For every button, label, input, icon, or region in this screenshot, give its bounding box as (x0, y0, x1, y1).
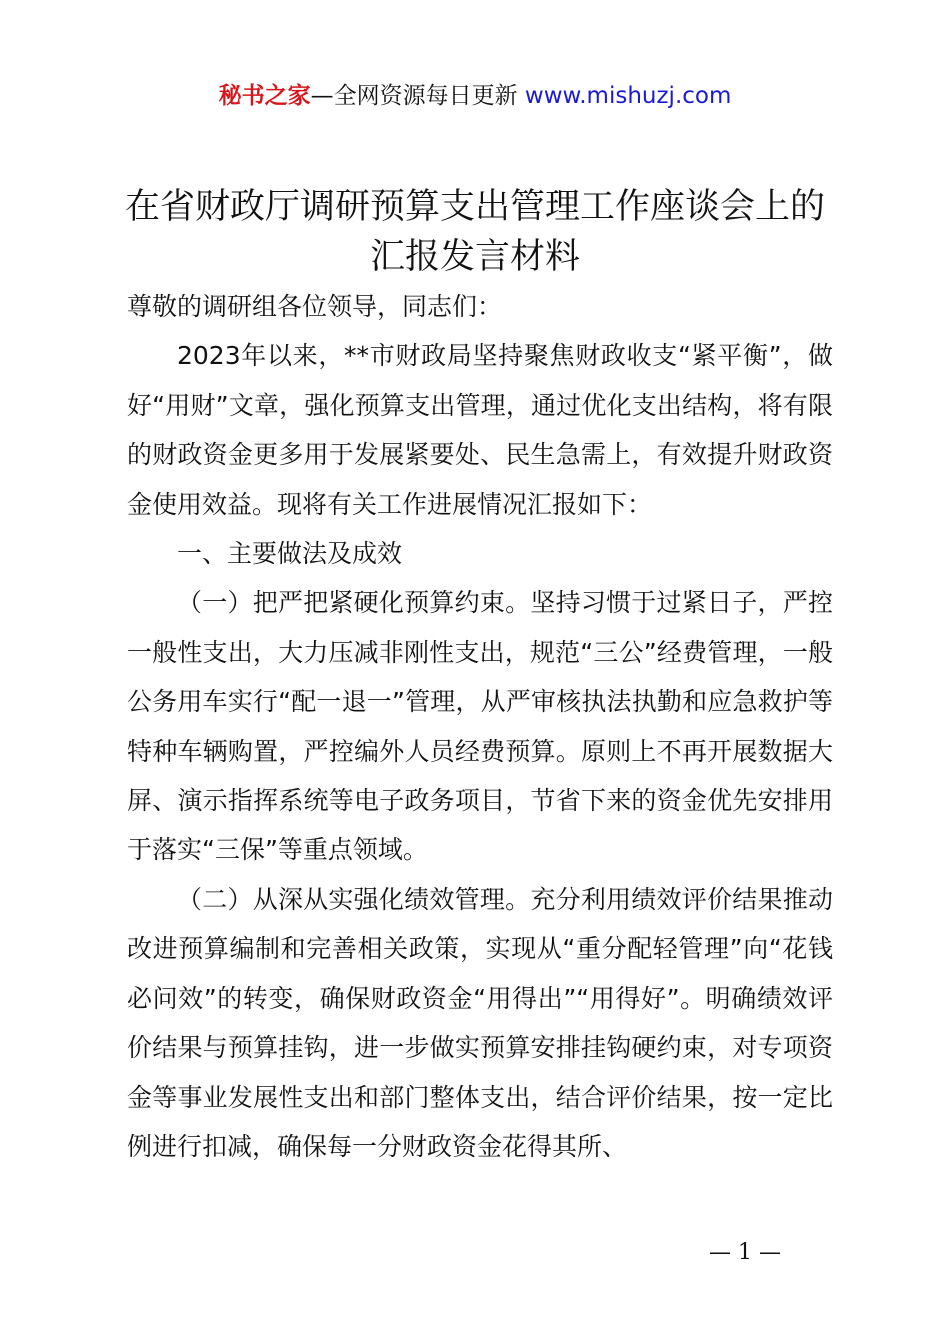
paragraph-subsection-1: （一）把严把紧硬化预算约束。坚持习惯于过紧日子，严控一般性支出，大力压减非刚性支出，规范“三公”经费管理，一般公务用车实行“配一退一”管理，从严审核执法执勤和应急救护等特种车辆购置，严控编外人员经费预算。原则上不再开展数据大屏、演示指挥系统等电子政务项目，节省下来的资金优先安排用于落实“三保”等重点领域。 (127, 588, 833, 865)
salutation: 尊敬的调研组各位领导，同志们： (127, 292, 503, 321)
brand-name: 秘书之家 (218, 83, 311, 109)
section-heading-1: 一、主要做法及成效 (177, 539, 403, 569)
paragraph-intro: 2023年以来，**市财政局坚持聚焦财政收支“紧平衡”，做好“用财”文章，强化预算支出管理，通过优化支出结构，将有限的财政资金更多用于发展紧要处、民生急需上，有效提升财政资金使用效益。现将有关工作进展情况汇报如下： (127, 341, 833, 519)
page-number: — 1 — (709, 1240, 781, 1265)
title-line-1: 在省财政厅调研预算支出管理工作座谈会上的 (124, 187, 825, 227)
paragraph-subsection-2: （二）从深从实强化绩效管理。充分利用绩效评价结果推动改进预算编制和完善相关政策，实现从“重分配轻管理”向“花钱必问效”的转变，确保财政资金“用得出”“用得好”。明确绩效评价结果与预算挂钩，进一步做实预算安排挂钩硬约束，对专项资金等事业发展性支出和部门整体支出，结合评价结果，按一定比例进行扣减，确保每一分财政资金花得其所、 (127, 884, 833, 1161)
site-url[interactable]: www.mishuzj.com (524, 83, 732, 109)
site-header (0, 80, 950, 112)
document-title (0, 182, 950, 282)
header-tagline: —全网资源每日更新 (310, 83, 525, 109)
title-line-2: 汇报发言材料 (369, 237, 580, 277)
document-body (127, 282, 833, 1171)
